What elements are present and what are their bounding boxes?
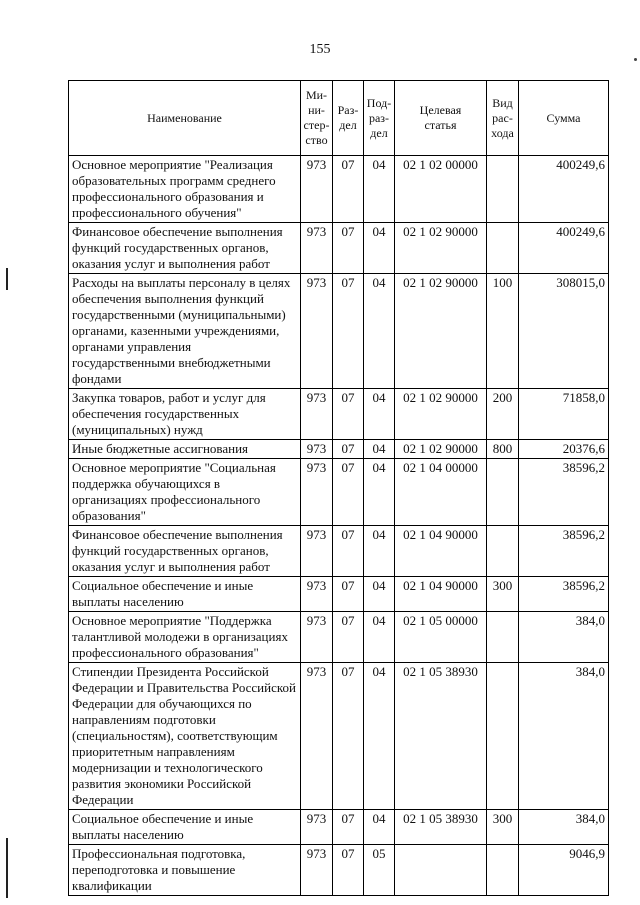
cell-name: Закупка товаров, работ и услуг для обеспечения государственных (муниципальных) нужд bbox=[69, 389, 301, 440]
table-row bbox=[69, 577, 609, 612]
table-row bbox=[69, 440, 609, 459]
cell-section: 07 bbox=[333, 810, 364, 845]
cell-subsection: 04 bbox=[364, 810, 395, 845]
cell-sum: 384,0 bbox=[519, 810, 609, 845]
cell-subsection: 04 bbox=[364, 577, 395, 612]
table-row bbox=[69, 612, 609, 663]
cell-target: 02 1 02 90000 bbox=[395, 389, 487, 440]
cell-name: Основное мероприятие "Социальная поддержка обучающихся в организациях профессионального образования" bbox=[69, 459, 301, 526]
header-name: Наименование bbox=[69, 81, 301, 156]
cell-ministry: 973 bbox=[301, 845, 333, 896]
cell-section: 07 bbox=[333, 612, 364, 663]
cell-sum: 400249,6 bbox=[519, 156, 609, 223]
cell-subsection: 04 bbox=[364, 223, 395, 274]
table-row bbox=[69, 389, 609, 440]
cell-name: Стипендии Президента Российской Федерации и Правительства Российской Федерации для обучающихся по направлениям подготовки (специальностям), соответствующим приоритетным направлениям модернизации и технологического развития экономики Российской Федерации bbox=[69, 663, 301, 810]
cell-target: 02 1 04 90000 bbox=[395, 526, 487, 577]
cell-name: Расходы на выплаты персоналу в целях обеспечения выполнения функций государственными (муниципальными) органами, казенными учреждениями, органами управления государственными внебюджетными фондами bbox=[69, 274, 301, 389]
cell-ministry: 973 bbox=[301, 223, 333, 274]
page-number: 155 bbox=[309, 42, 331, 57]
cell-sum: 384,0 bbox=[519, 663, 609, 810]
cell-expense-type bbox=[487, 526, 519, 577]
cell-ministry: 973 bbox=[301, 526, 333, 577]
cell-target: 02 1 02 90000 bbox=[395, 274, 487, 389]
cell-sum: 20376,6 bbox=[519, 440, 609, 459]
cell-name: Финансовое обеспечение выполнения функций государственных органов, оказания услуг и выполнения работ bbox=[69, 223, 301, 274]
scan-margin-mark bbox=[6, 268, 8, 290]
cell-section: 07 bbox=[333, 663, 364, 810]
header-ministry: Ми- ни- стер- ство bbox=[301, 81, 333, 156]
cell-expense-type: 300 bbox=[487, 577, 519, 612]
cell-sum: 384,0 bbox=[519, 612, 609, 663]
cell-sum: 38596,2 bbox=[519, 577, 609, 612]
table-row bbox=[69, 663, 609, 810]
cell-target: 02 1 05 38930 bbox=[395, 663, 487, 810]
cell-target: 02 1 02 00000 bbox=[395, 156, 487, 223]
table-row bbox=[69, 274, 609, 389]
cell-section: 07 bbox=[333, 526, 364, 577]
cell-ministry: 973 bbox=[301, 663, 333, 810]
cell-expense-type: 300 bbox=[487, 810, 519, 845]
cell-subsection: 04 bbox=[364, 459, 395, 526]
cell-expense-type bbox=[487, 612, 519, 663]
cell-ministry: 973 bbox=[301, 389, 333, 440]
header-sum: Сумма bbox=[519, 81, 609, 156]
cell-expense-type: 100 bbox=[487, 274, 519, 389]
cell-target bbox=[395, 845, 487, 896]
scan-dot bbox=[634, 58, 637, 61]
cell-section: 07 bbox=[333, 389, 364, 440]
cell-ministry: 973 bbox=[301, 459, 333, 526]
cell-ministry: 973 bbox=[301, 440, 333, 459]
cell-subsection: 04 bbox=[364, 440, 395, 459]
cell-name: Иные бюджетные ассигнования bbox=[69, 440, 301, 459]
cell-name: Основное мероприятие "Поддержка талантливой молодежи в организациях профессионального образования" bbox=[69, 612, 301, 663]
cell-subsection: 04 bbox=[364, 526, 395, 577]
table-row bbox=[69, 845, 609, 896]
cell-section: 07 bbox=[333, 440, 364, 459]
header-section: Раз- дел bbox=[333, 81, 364, 156]
table-row bbox=[69, 459, 609, 526]
cell-name: Основное мероприятие "Реализация образовательных программ среднего профессионального образования и профессионального обучения" bbox=[69, 156, 301, 223]
cell-subsection: 04 bbox=[364, 274, 395, 389]
table-row bbox=[69, 810, 609, 845]
cell-expense-type: 800 bbox=[487, 440, 519, 459]
cell-subsection: 04 bbox=[364, 389, 395, 440]
cell-subsection: 04 bbox=[364, 156, 395, 223]
cell-sum: 400249,6 bbox=[519, 223, 609, 274]
cell-section: 07 bbox=[333, 577, 364, 612]
cell-expense-type bbox=[487, 223, 519, 274]
cell-sum: 9046,9 bbox=[519, 845, 609, 896]
scan-margin-mark bbox=[6, 838, 8, 898]
cell-sum: 38596,2 bbox=[519, 459, 609, 526]
cell-section: 07 bbox=[333, 156, 364, 223]
cell-section: 07 bbox=[333, 274, 364, 389]
cell-expense-type bbox=[487, 663, 519, 810]
cell-ministry: 973 bbox=[301, 810, 333, 845]
budget-table bbox=[68, 80, 609, 896]
cell-ministry: 973 bbox=[301, 577, 333, 612]
cell-expense-type bbox=[487, 459, 519, 526]
cell-target: 02 1 04 90000 bbox=[395, 577, 487, 612]
header-expense-type: Вид рас- хода bbox=[487, 81, 519, 156]
cell-name: Социальное обеспечение и иные выплаты населению bbox=[69, 810, 301, 845]
cell-ministry: 973 bbox=[301, 156, 333, 223]
cell-ministry: 973 bbox=[301, 274, 333, 389]
cell-section: 07 bbox=[333, 845, 364, 896]
cell-subsection: 05 bbox=[364, 845, 395, 896]
table-header-row bbox=[69, 81, 609, 156]
cell-sum: 71858,0 bbox=[519, 389, 609, 440]
cell-sum: 38596,2 bbox=[519, 526, 609, 577]
cell-sum: 308015,0 bbox=[519, 274, 609, 389]
cell-subsection: 04 bbox=[364, 663, 395, 810]
cell-expense-type bbox=[487, 845, 519, 896]
cell-target: 02 1 02 90000 bbox=[395, 223, 487, 274]
table-row bbox=[69, 156, 609, 223]
cell-section: 07 bbox=[333, 223, 364, 274]
cell-expense-type bbox=[487, 156, 519, 223]
cell-expense-type: 200 bbox=[487, 389, 519, 440]
table-row bbox=[69, 526, 609, 577]
header-subsection: Под- раз- дел bbox=[364, 81, 395, 156]
cell-name: Финансовое обеспечение выполнения функций государственных органов, оказания услуг и выполнения работ bbox=[69, 526, 301, 577]
cell-target: 02 1 04 00000 bbox=[395, 459, 487, 526]
cell-target: 02 1 05 38930 bbox=[395, 810, 487, 845]
cell-name: Профессиональная подготовка, переподготовка и повышение квалификации bbox=[69, 845, 301, 896]
cell-section: 07 bbox=[333, 459, 364, 526]
header-target: Целевая статья bbox=[395, 81, 487, 156]
table-row bbox=[69, 223, 609, 274]
cell-target: 02 1 05 00000 bbox=[395, 612, 487, 663]
cell-subsection: 04 bbox=[364, 612, 395, 663]
cell-target: 02 1 02 90000 bbox=[395, 440, 487, 459]
cell-ministry: 973 bbox=[301, 612, 333, 663]
cell-name: Социальное обеспечение и иные выплаты населению bbox=[69, 577, 301, 612]
